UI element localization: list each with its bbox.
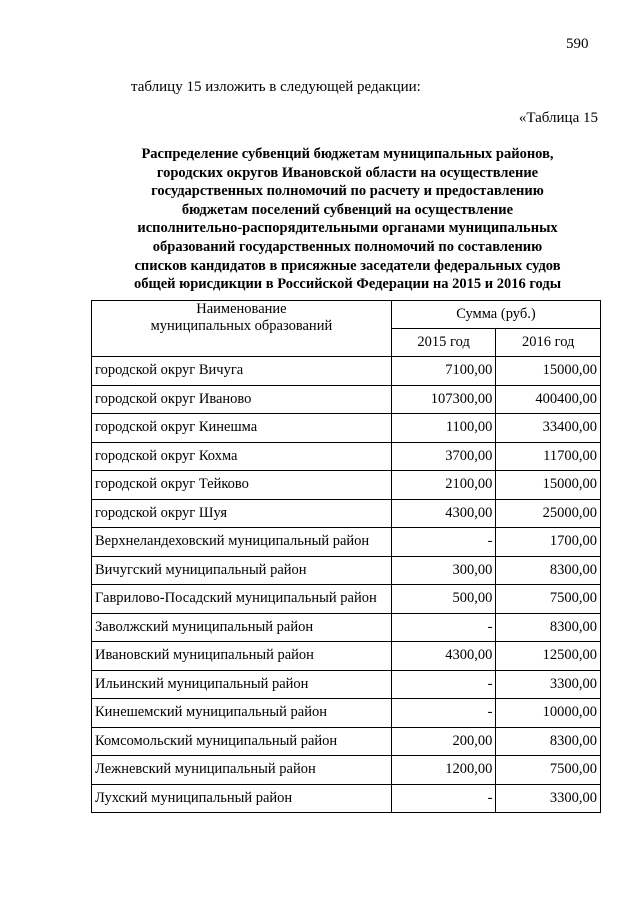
amount-2015-cell: -: [391, 699, 496, 728]
municipality-name-cell: Верхнеландеховский муниципальный район: [92, 528, 392, 557]
municipality-name-cell: Вичугский муниципальный район: [92, 556, 392, 585]
amount-2015-cell: 500,00: [391, 585, 496, 614]
title-line: бюджетам поселений субвенций на осуществление: [181, 201, 514, 218]
municipality-name-cell: городской округ Вичуга: [92, 357, 392, 386]
table-row: [92, 385, 601, 414]
table-row: [92, 471, 601, 500]
amount-2015-cell: 4300,00: [391, 499, 496, 528]
municipality-name-cell: Комсомольский муниципальный район: [92, 727, 392, 756]
amount-2015-cell: -: [391, 528, 496, 557]
municipality-name-cell: городской округ Кохма: [92, 442, 392, 471]
table-title: [95, 145, 600, 294]
header-year-2015: 2015 год: [391, 329, 496, 357]
municipality-name-cell: городской округ Кинешма: [92, 414, 392, 443]
amount-2015-cell: -: [391, 670, 496, 699]
header-name-cell: [92, 301, 392, 357]
amount-2016-cell: 15000,00: [496, 357, 601, 386]
title-line: городских округов Ивановской области на осуществление: [156, 164, 539, 181]
table-label: «Таблица 15: [518, 110, 598, 126]
table-row: [92, 442, 601, 471]
municipality-name-cell: Лухский муниципальный район: [92, 784, 392, 813]
table-row: [92, 756, 601, 785]
amount-2016-cell: 8300,00: [496, 727, 601, 756]
amount-2016-cell: 3300,00: [496, 670, 601, 699]
amount-2015-cell: 4300,00: [391, 642, 496, 671]
page-number: 590: [566, 36, 589, 52]
table-row: [92, 499, 601, 528]
table-header-row: [92, 301, 601, 329]
amount-2015-cell: -: [391, 784, 496, 813]
amount-2016-cell: 25000,00: [496, 499, 601, 528]
subvention-table: [91, 300, 601, 813]
table-row: [92, 642, 601, 671]
intro-text: таблицу 15 изложить в следующей редакции:: [131, 79, 421, 95]
amount-2016-cell: 8300,00: [496, 556, 601, 585]
header-name-line2: муниципальных образований: [150, 318, 333, 334]
amount-2016-cell: 11700,00: [496, 442, 601, 471]
amount-2015-cell: -: [391, 613, 496, 642]
amount-2015-cell: 300,00: [391, 556, 496, 585]
title-line: Распределение субвенций бюджетам муниципальных районов,: [141, 146, 554, 162]
title-line: образований государственных полномочий по составлению: [152, 238, 543, 255]
municipality-name-cell: городской округ Иваново: [92, 385, 392, 414]
table-row: [92, 585, 601, 614]
amount-2015-cell: 1200,00: [391, 756, 496, 785]
amount-2015-cell: 2100,00: [391, 471, 496, 500]
table-row: [92, 556, 601, 585]
municipality-name-cell: Гаврилово-Посадский муниципальный район: [92, 585, 392, 614]
table-row: [92, 727, 601, 756]
header-year-2016: 2016 год: [496, 329, 601, 357]
municipality-name-cell: Ивановский муниципальный район: [92, 642, 392, 671]
amount-2016-cell: 12500,00: [496, 642, 601, 671]
amount-2015-cell: 7100,00: [391, 357, 496, 386]
title-line: государственных полномочий по расчету и предоставлению: [151, 183, 544, 200]
header-name-line1: Наименование: [196, 301, 287, 317]
title-line: списков кандидатов в присяжные заседатели федеральных судов: [134, 257, 561, 274]
table-row: [92, 784, 601, 813]
title-line: исполнительно-распорядительными органами муниципальных: [137, 220, 558, 237]
amount-2016-cell: 7500,00: [496, 756, 601, 785]
amount-2016-cell: 8300,00: [496, 613, 601, 642]
municipality-name-cell: Ильинский муниципальный район: [92, 670, 392, 699]
amount-2016-cell: 7500,00: [496, 585, 601, 614]
municipality-name-cell: Лежневский муниципальный район: [92, 756, 392, 785]
municipality-name-cell: Заволжский муниципальный район: [92, 613, 392, 642]
amount-2016-cell: 400400,00: [496, 385, 601, 414]
table-row: [92, 357, 601, 386]
amount-2015-cell: 3700,00: [391, 442, 496, 471]
table-row: [92, 699, 601, 728]
municipality-name-cell: городской округ Шуя: [92, 499, 392, 528]
amount-2015-cell: 107300,00: [391, 385, 496, 414]
table-row: [92, 613, 601, 642]
amount-2016-cell: 10000,00: [496, 699, 601, 728]
amount-2015-cell: 200,00: [391, 727, 496, 756]
amount-2016-cell: 3300,00: [496, 784, 601, 813]
table-row: [92, 414, 601, 443]
header-sum-cell: Сумма (руб.): [391, 301, 600, 329]
amount-2016-cell: 1700,00: [496, 528, 601, 557]
table-row: [92, 528, 601, 557]
amount-2015-cell: 1100,00: [391, 414, 496, 443]
title-line: общей юрисдикции в Российской Федерации на 2015 и 2016 годы: [133, 276, 562, 293]
table-row: [92, 670, 601, 699]
amount-2016-cell: 33400,00: [496, 414, 601, 443]
municipality-name-cell: Кинешемский муниципальный район: [92, 699, 392, 728]
amount-2016-cell: 15000,00: [496, 471, 601, 500]
municipality-name-cell: городской округ Тейково: [92, 471, 392, 500]
